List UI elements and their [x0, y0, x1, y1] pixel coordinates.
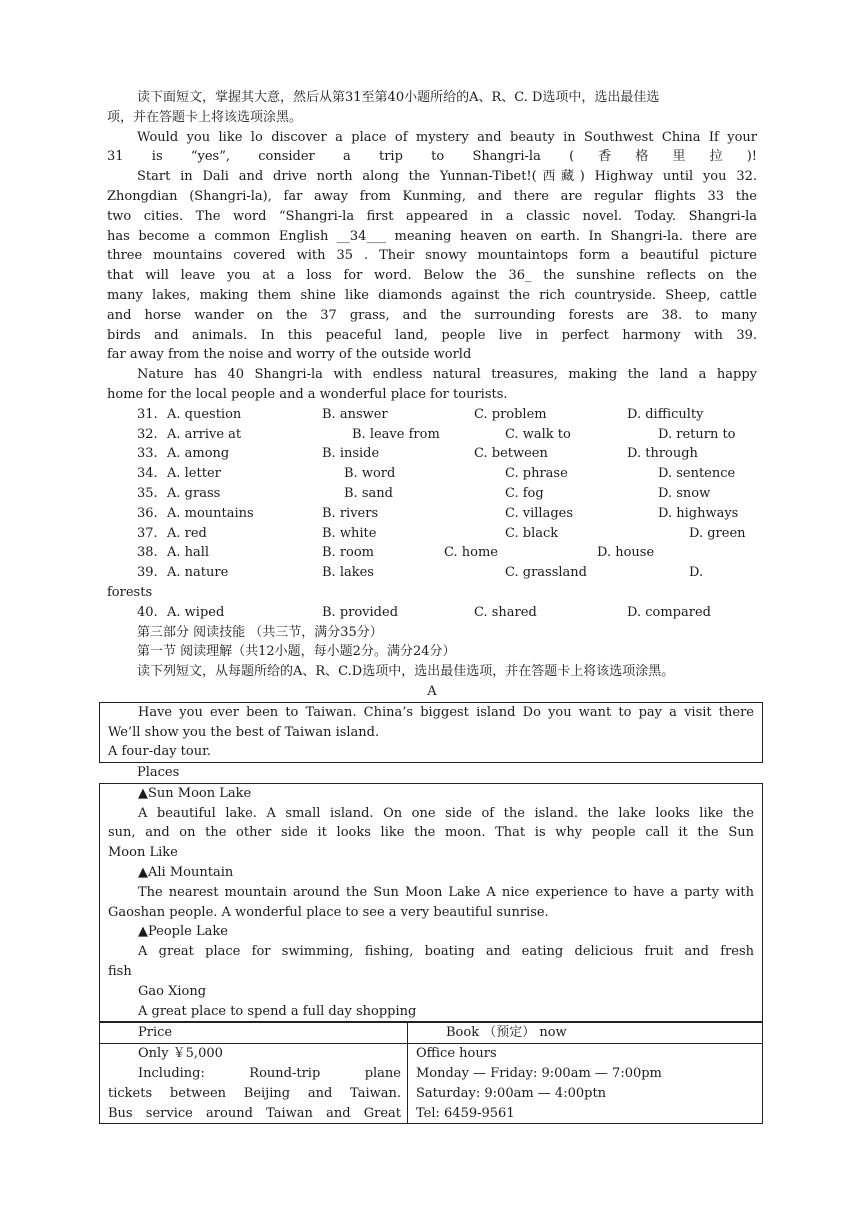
option-a: A. mountains	[167, 505, 254, 521]
option-c: C. fog	[505, 485, 544, 501]
book-line: Office hours	[416, 1046, 497, 1062]
option-n: 35.	[137, 485, 158, 501]
option-n: 36.	[137, 505, 158, 521]
book-line: Monday — Friday: 9:00am — 7:00pm	[416, 1066, 662, 1082]
option-d: D.	[689, 565, 704, 581]
price-line: Including: Round-trip plane	[138, 1066, 401, 1082]
option-row	[107, 425, 757, 445]
option-c: C. phrase	[505, 466, 568, 482]
option-row	[107, 543, 757, 563]
place-name: ▲Sun Moon Lake	[138, 785, 252, 801]
cloze-line: many lakes, making them shine like diamonds against the rich countryside. Sheep, cattle	[107, 287, 757, 303]
place-description: Gaoshan people. A wonderful place to see a very beautiful sunrise.	[108, 904, 549, 920]
ad-intro-box	[99, 702, 763, 763]
cloze-line: and horse wander on the 37 grass, and the surrounding forests are 38. to many	[107, 307, 757, 323]
option-c: C. grassland	[505, 565, 587, 581]
place-description: Moon Like	[108, 845, 178, 861]
option-row	[107, 405, 757, 425]
option-row	[107, 464, 757, 484]
place-description: The nearest mountain around the Sun Moon Lake A nice experience to have a party with	[138, 884, 754, 900]
option-n: 34.	[137, 466, 158, 482]
option-n: 39.	[137, 565, 158, 581]
option-row	[107, 563, 757, 583]
reading-instruction: 读下列短文，从每题所给的A、R、C.D选项中，选出最佳选项，并在答题卡上将该选项涂黑。	[137, 664, 675, 680]
option-39-wrap: forests	[107, 584, 153, 600]
cloze-options	[107, 405, 757, 583]
cloze-line: Start in Dali and drive north along the Yunnan-Tibet!(西藏) Highway until you 32.	[137, 169, 757, 185]
price-line: Only ￥5,000	[138, 1046, 223, 1062]
option-row	[107, 603, 757, 623]
option-b: B. word	[344, 466, 396, 482]
option-d: D. house	[597, 545, 655, 561]
cloze-instruction: 读下面短文，掌握其大意，然后从第31至第40小题所给的A、R、C. D选项中，选出最佳选	[137, 90, 660, 105]
price-header-cell	[100, 1023, 408, 1044]
option-a: A. arrive at	[167, 426, 242, 442]
option-c: C. problem	[474, 406, 547, 422]
option-d: D. green	[689, 525, 746, 541]
book-line: Tel: 6459-9561	[416, 1105, 515, 1121]
option-a: A. nature	[167, 565, 229, 581]
option-n: 32.	[137, 426, 158, 442]
price-book-table	[99, 1022, 763, 1124]
option-n: 37.	[137, 525, 158, 541]
place-name: ▲Ali Mountain	[138, 865, 234, 881]
option-b: B. rivers	[322, 505, 379, 521]
cloze-line: that will leave you at a loss for word. Below the 36_ the sunshine reflects on the	[107, 268, 757, 284]
part-title: 第三部分 阅读技能 （共三节，满分35分）	[137, 624, 383, 640]
passage-label: A	[427, 683, 437, 699]
ad-intro-line: We’ll show you the best of Taiwan island.	[108, 724, 380, 740]
option-n: 40.	[137, 604, 158, 620]
cloze-line: three mountains covered with 35 . Their snowy mountaintops form a beautiful picture	[107, 248, 757, 264]
option-b: B. provided	[322, 604, 399, 620]
place-description: fish	[108, 964, 132, 980]
option-a: A. red	[167, 525, 207, 541]
option-row	[107, 484, 757, 504]
option-d: D. return to	[658, 426, 736, 442]
option-a: A. letter	[167, 466, 221, 482]
cloze-line: Nature has 40 Shangri-la with endless natural treasures, making the land a happy	[137, 367, 757, 383]
option-a: A. question	[167, 406, 242, 422]
cloze-line: home for the local people and a wonderful place for tourists.	[107, 386, 508, 402]
option-a: A. hall	[167, 545, 210, 561]
place-description: A beautiful lake. A small island. On one side of the island. the lake looks like the	[138, 805, 754, 821]
place-name: ▲People Lake	[138, 924, 228, 940]
option-b: B. leave from	[352, 426, 440, 442]
option-b: B. lakes	[322, 565, 374, 581]
price-line: tickets between Beijing and Taiwan.	[108, 1085, 401, 1101]
section-subtitle: 第一节 阅读理解（共12小题，每小题2分。满分24分）	[137, 644, 456, 660]
option-row	[107, 524, 757, 544]
places-label: Places	[137, 765, 180, 781]
option-d: D. sentence	[658, 466, 736, 482]
cloze-instruction-cont: 项，并在答题卡上将该选项涂黑。	[107, 109, 303, 125]
price-header: Price	[138, 1025, 173, 1041]
option-a: A. grass	[167, 485, 221, 501]
option-d: D. compared	[627, 604, 711, 620]
option-row	[107, 444, 757, 464]
option-d: D. highways	[658, 505, 739, 521]
exam-page	[107, 88, 757, 1124]
option-d: D. snow	[658, 485, 711, 501]
option-n: 38.	[137, 545, 158, 561]
ad-intro-line: A four-day tour.	[108, 744, 212, 760]
cloze-line: 31 is “yes”, consider a trip to Shangri-la (香格里拉)!	[107, 149, 757, 165]
option-c: C. home	[444, 545, 498, 561]
cloze-line: two cities. The word “Shangri-la first appeared in a classic novel. Today. Shangri-la	[107, 208, 757, 224]
place-description: A great place for swimming, fishing, boating and eating delicious fruit and fresh	[138, 944, 754, 960]
price-line: Bus service around Taiwan and Great	[108, 1105, 401, 1121]
option-c: C. between	[474, 446, 548, 462]
place-description: A great place to spend a full day shopping	[138, 1003, 417, 1019]
option-n: 33.	[137, 446, 158, 462]
option-row	[107, 504, 757, 524]
option-c: C. black	[505, 525, 559, 541]
cloze-line: far away from the noise and worry of the outside world	[107, 347, 472, 363]
option-d: D. difficulty	[627, 406, 704, 422]
ad-intro-line: Have you ever been to Taiwan. China’s biggest island Do you want to pay a visit there	[138, 704, 754, 720]
cloze-line: Would you like lo discover a place of mystery and beauty in Southwest China If your	[137, 129, 757, 145]
cloze-passage	[107, 128, 757, 405]
option-c: C. shared	[474, 604, 537, 620]
option-b: B. white	[322, 525, 377, 541]
place-description: sun, and on the other side it looks like the moon. That is why people call it the Sun	[108, 825, 754, 841]
place-name: Gao Xiong	[138, 983, 207, 999]
book-line: Saturday: 9:00am — 4:00ptn	[416, 1085, 607, 1101]
cloze-line: birds and animals. In this peaceful land, people live in perfect harmony with 39.	[107, 327, 757, 343]
option-b: B. sand	[344, 485, 393, 501]
option-d: D. through	[627, 446, 698, 462]
option-n: 31.	[137, 406, 158, 422]
book-cell	[408, 1044, 763, 1124]
option-b: B. inside	[322, 446, 380, 462]
option-c: C. walk to	[505, 426, 571, 442]
cloze-line: has become a common English __34___ meaning heaven on earth. In Shangri-la. there are	[107, 228, 757, 244]
price-cell	[100, 1044, 408, 1124]
book-header: Book （预定） now	[446, 1025, 567, 1041]
cloze-line: Zhongdian (Shangri-la), far away from Kunming, and there are regular flights 33 the	[107, 188, 757, 204]
cloze-options-last	[107, 603, 757, 623]
places-box	[99, 783, 763, 1023]
option-b: B. answer	[322, 406, 388, 422]
option-a: A. wiped	[167, 604, 225, 620]
option-b: B. room	[322, 545, 375, 561]
option-a: A. among	[167, 446, 230, 462]
book-header-cell	[408, 1023, 763, 1044]
option-c: C. villages	[505, 505, 574, 521]
